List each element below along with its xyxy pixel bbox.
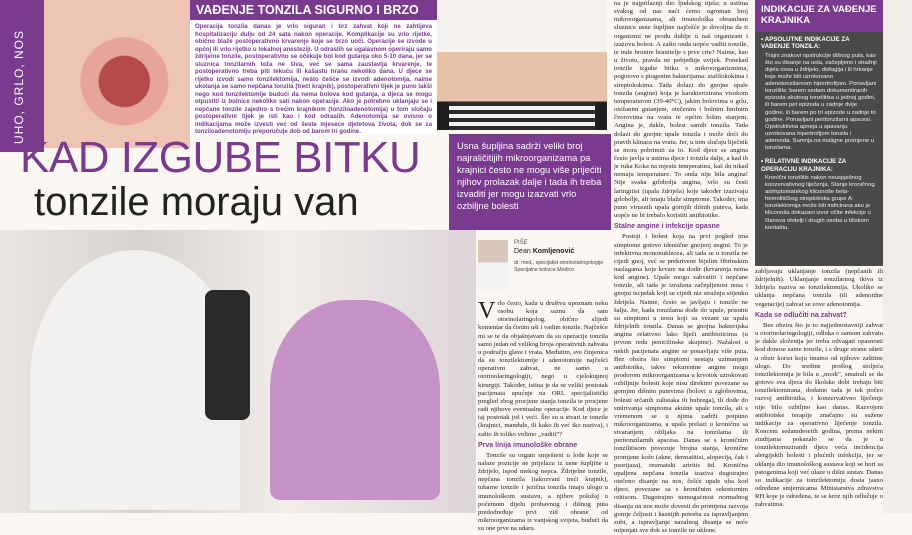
sidebar-text-absolute: Trajni znakovi opstrukcije dišnog puta, kao što su disanje na usta, začepljeno i stražnji dijela nosa u ždrijelo, disfagija i ili hrkanje koje može biti uzrokovano adenotonzilarnom hipertrofijom. Ponavljani tonzilitis: barem sedam dokumentiranih epizoda akutnog tonzilitisa u jednoj godini, ili barem pet epizoda u zadnje dvije godine, ili barem po tri epizode u zadnje tri godine. Ponavljani peritonzilarni apscesi. Opstruktivna apneja u spavanju uzrokovana hipertrofijom tonzila i adenoida. Sumnja na maligne promjene u tonzilama. bbox=[765, 52, 877, 152]
page-edge bbox=[883, 0, 912, 513]
sidebar-heading-relative: • RELATIVNE INDIKACIJE ZA OPERACIJU KRAJNIKA: bbox=[761, 158, 847, 173]
sidebar-text-relative: Kronični tonzilitis nakon neuspješnog konzervativnog liječenja. Stanje kroničnog asimptomatskog kliconoše beta-hemolitičkog streptokoka grupe A: tonzilektomija može biti indicirana ako je kliconoša dokazani izvor očite infekcije u članova obitelji i drugih osoba u bliskom kontaktu. bbox=[765, 174, 875, 231]
author-title: dr. med., specijalist otorinolaringologije Specijalne bolnice Medico bbox=[514, 260, 604, 273]
col2-paragraph-1: na je najprilaznji dio ljudskog tijela; u ustima svakog od nas naći ćemo ogroman broj mikroorganizama, ali imunološka obrambeni sluznice usne šupljine najčešće je dovoljna da ti organizmi ne prođu dublje u naš organizam i izazovu bolest. A zašto onda uopće vaditi tonzile, te nule bronire branitelje s prve crte? Naime, kao u životu, pravda ne pobjeđuje uvijek. Ponekad tonzile izgube bitku s mikroorganizmima, pogotovo s piogenim bakterijama: stafilokokima i streptokokima. Tada dolazi do gnojne upale tonzila (angine) koja je karakterizirana visokom temperaturom (39-40°C), jakim bolovima u grlu, otežanim gutanjem, otečenim i bolnim limfnim čvorovima na vratu te općim lošim stanjem. Angina je, dakle, bolest samih tonzila. Tada dolazi do gnojne upale tonzila i može doći do pravih klinaca na vratu. Jer, u tom slučaju liječnik se mora pobrinuti za to. Kod djece se angina često javlja u ustima djece i tonzila dalje, a kad ih je ruka Koka na mjestu temperatura, kaš du nikad nemaju temperature. To onda nije bila angina! Nije svaka grlobolja angina, vrlo su česti laringitisi (upala ždrijela) koje također izazivaju grlobolje, ali imaju blaže simptome. Također, ima puno virusnih upala gornjih dišnih puteva, kada uopće ne bi trebalo koristiti antibiotike. bbox=[614, 0, 748, 220]
lead-box: Usna šupljina sadrži veliki broj najraličitijih mikroorganizama pa krajnici često ne mogu više prijećiti njihov prolazak dalje i tada ih treba izvaditi jer mogu izazvati vrlo ozbiljne bolesti bbox=[449, 134, 611, 230]
photo-doctor-examining-patient bbox=[0, 230, 476, 513]
author-name bbox=[514, 248, 574, 255]
drop-cap: V bbox=[478, 298, 496, 324]
col1-subheading: Prva linija imunološke obrane bbox=[478, 441, 578, 449]
col2-paragraph-2: Postoji i bolest koja na prvi pogled ima simptome gotovo identične gnojnoj angini. To je infektivna mononukleoza, ali tada se u tonzila ne cijedi gnoj, već se prekrivene bijelim fibrinskim naslagama koje krvare na dodir (krvarenja nema kod angine). Upale mogu zahvatiti i nepčane tonzile, ali tada je izražena začepljenost nosa i gnojni iscjedak koji se cijedi niz stražnju stijenku ždrijela. Naime, često se javljaju i tonzile ne šalju. Jer, kada tonzilama dođe do upale, prisutni su simptomi u nosu koji su vezani uz upalu ždrijelnih tonzila. Danas se gnojna bakterijska angina relativno lako liječi antibioticima (u prvom redu penicilinske skupine). Nažalost u nekih pacijenata angine se ponavljaju više puta. Bez obzira što simptomi nestaju uzimanjem antibiotika, takve rekurentne angine mogu prodorom mikroorganizama u krvotok uzrokovati ozbiljnije bolesti koje nisu direktno povezane sa gornjim dišnim putevima (bolovi u zglobovima, bolesti srčanih zalistaka ili bubrega), ili dođe do smirivanja simptoma akutne upale tonzila, ali s vremenom se u njima zadrži potpuno mikroorganizama, a upala prelazi u kroničnu sa stvaranjem ožiljaka na tonzilama ili peritonzilarnih apscesa. Danas se s kroničnim tonzilitisom povezuje brojna stanja, kronične promjene kože (akne, dermatitisi, alopecija, čak i psorijaza), reumatski artritis itd. Kronična upaljena nepčana tonzila izaziva dugotrajno otečeno disanje na nos, češće upale uha kod djece, povezane sa s kroničnim sekretornim otitisom. Dugotrajno nemogućnost normalnog disanja na nos može dovesti do promjena razvoja gornje čeljusti i kasnijih potreba za ispravljanjem zubi, a ispravljanje nazalnog disanja se neće mijenjati sve dok se tonzile ne uklone. bbox=[614, 233, 748, 534]
article-column-3 bbox=[755, 268, 883, 513]
author-label: PIŠE bbox=[514, 240, 528, 246]
indications-sidebar bbox=[755, 0, 883, 266]
photo-open-mouth bbox=[44, 0, 190, 148]
article-column-1 bbox=[478, 298, 608, 533]
author-photo bbox=[478, 240, 508, 290]
headline-line-2: tonzile moraju van bbox=[34, 180, 359, 224]
author-first-name: Dean bbox=[514, 248, 531, 255]
photo-boy-sore-throat bbox=[437, 0, 607, 130]
author-box bbox=[478, 240, 608, 300]
intro-text: Operacija tonzila danas je vrlo siguran i brz zahvat koji ne zahtijeva hospitalizaciju dulju od 24 sata nakon operacije. Komplikacije su vrlo rijetke, obično blaže postoperativno krvarenje koje se brzo uoči. Operacije se izvode u općoj ili vrlo rijetko u lokalnoj anesteziji. U odraslih se ugalavnom operiraju samo ždrijelne tonzile, postoperativno se očekuje bol kod gutanja oko 5-10 dana, jer se sluznica tonzilarnih loža ne šiva, već se sama zaustavlja krvarenje, te postoperativno treba piti tekuću ili kašastu hranu nekoliko dana. U djece se rijetko izvodi samo tonzilektomija, nešto češće se izvodi adenotomija, naime ukolanja se samo nepčana tonzila (treći krajnik), postoperativni tijek je puno lakši nego kod tonzilektomije budući da nema bolova kod gutanja, a djeca se mogu otpustiti iz bolnice nekoliko sati nakon operacije. Ako je potrebno uklanjaju se i nepčane tonzile zajedno s trećim krajnikom (tonziloadenotomija) u tom slučaju postoperativni tijek je isti kao i kod odraslih. Adenotomija se ovisno o indikacijama može izvesti već od šeste mjesece djetetova života, dok se za tonziloadenotomiju preporučuje dob od barem tri godine. bbox=[195, 23, 432, 135]
otoscope-figure bbox=[205, 290, 250, 420]
col1-paragraph-1: rlo često, kada u društvu upoznam neku osobu koja saznu da sam otorinolaringolog, obično slijedi komentar da čistim uši i vadim tonzile. Najčešće mi se te da objašnjavam da su operacije tonzila samo jedan od velikog broja operativnih zahvata u području glave i vrata. Međutim, sve činjenica da su tonzilektomije i adenotomije najčešći operativni zahvat, ne samo u otorinolaringologiji, nego u cjelokupnoj kirurgiji. Također, istina je da se veliki postotak pacijenata upućuje na ORL specijalistički pregled zbog procjene stanja tonzila te procjene radi njihove eventualne operacije. Kod djece je taj postotak još i veći. Što su u stvari te tonzile (krajnici, mandule, ili kako ih već tko naziva), i zašto ih toliko volimo „vaditi”? bbox=[478, 300, 608, 438]
col2-subheading: Stalne angine i infekcije opasne bbox=[614, 223, 720, 231]
sidebar-title: INDIKACIJE ZA VAĐENJE KRAJNIKA bbox=[755, 0, 883, 32]
col3-paragraph-1: zabljavaju uklanjanje tonzila (nepčanih ili ždrijelnih). Uklanjanje tonzilarnog tkiva iz ždrijela naziva se tonzilektomija. Ukoliko se uklanja nepčana tonzila (ili adenoidne vegetacije) zahvat se zove adenotomija. bbox=[755, 268, 883, 308]
article-column-2 bbox=[614, 0, 748, 534]
author-last-name: Komljenović bbox=[532, 248, 575, 255]
patient-figure bbox=[270, 300, 440, 500]
section-label: UHO, GRLO, NOS bbox=[12, 29, 26, 144]
headline-line-1: KAD IZGUBE BITKU bbox=[20, 133, 421, 182]
intro-box bbox=[190, 0, 437, 135]
col3-paragraph-2: Bez obzira što je to najjednostavniji zahvat u otorinolaringologiji, odluka o samom zahvatu je dakle složenija jer treba odvagati opasnosti kod donose same tonzile, i s druge strane ušteti u obzir korist koju imamo od njihove zaštitne uloge. Do sredine prošlog stoljeća tonzilektomija je bila u „modi”, smatrali se da gotovo sva djeca do školske dobi trebaju biti tonzilektomirana, dodatno tada je tek počeo razvoj antibiotika, i konzervativno liječenje nije bilo ozbiljno kao danas. Razvojem antibiotske terapije značajno su sužene indikacije za operativno liječenje tonzila. Koncem sedamdesetih godina, prema nekim studijama pokazalo se da je u tonzilektomiziranih djece veća incidencija alergijskih bolesti i plućnih infekcija, jer se uklanja dio imunološkog sustava koji se bori sa patogenima koji već ulaze u dišni sustav. Danas su indikacije za tonzilektomiju dosta jasno određene smjernicama Ministarstva zdravstva RH koje je određena, te se kroz njih odlučuje o zahvatima. bbox=[755, 321, 883, 509]
sidebar-heading-absolute: • APSOLUTNE INDIKACIJE ZA VAĐENJE TONZILA: bbox=[761, 36, 850, 51]
section-strip bbox=[0, 0, 44, 152]
col3-subheading: Kada se odlučiti na zahvat? bbox=[755, 311, 847, 319]
intro-title: VAĐENJE TONZILA SIGURNO I BRZO bbox=[190, 0, 437, 20]
col1-paragraph-2: Tonzile su organi smješteni u lođe koje se nalaze pozicije ne prijelazu iz usne šupljine u ždrijelo, ispod mekog nepca. Ždrijelne tonzile, nepčana tonzila (takozvani treći krajnik), tubarne tonzile i jezična tonzila imaju ulogu u imunološkom sustavu, a njihov položaj u početnom dijelu probavnog i dišnog puta predodređuje prvi zid obrane od mikroorganizama iz vanjskog svijeta, budući da su one prve na udaru. bbox=[478, 451, 608, 533]
